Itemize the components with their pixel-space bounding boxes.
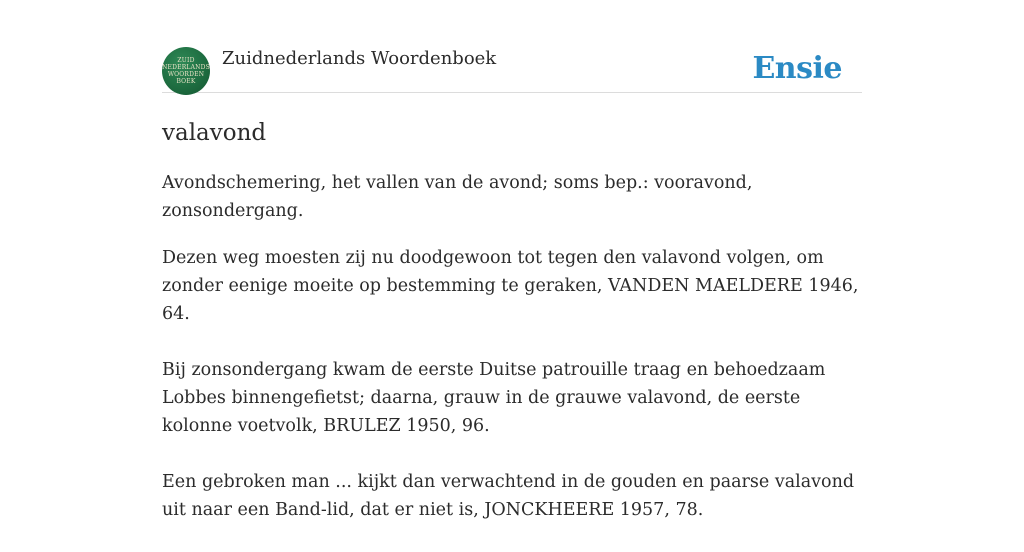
quotation: Een gebroken man ... kijkt dan verwachtend in de gouden en paarse valavond uit naar een Band-lid, dat er niet is, JONCKHEERE 1957, 78.: [162, 472, 855, 520]
quotation: Bij zonsondergang kwam de eerste Duitse patrouille traag en behoedzaam Lobbes binnengefietst; daarna, grauw in de grauwe valavond, de eerste kolonne voetvolk, BRULEZ 1950, 96.: [162, 360, 826, 436]
logo-line: NEDERLANDS: [162, 64, 210, 71]
headword: valavond: [162, 120, 267, 146]
quotation: Dezen weg moesten zij nu doodgewoon tot tegen den valavond volgen, om zonder eenige moeite op bestemming te geraken, VANDEN MAELDERE 1946, 64.: [162, 248, 859, 324]
card-header: [162, 44, 862, 93]
dictionary-name[interactable]: Zuidnederlands Woordenboek: [222, 48, 497, 69]
definition: Avondschemering, het vallen van de avond; soms bep.: vooravond, zonsondergang.: [162, 173, 753, 221]
dictionary-logo[interactable]: [162, 47, 210, 95]
logo-line: ZUID: [177, 57, 195, 64]
dictionary-card: [162, 44, 862, 552]
quotation-list: [162, 244, 862, 524]
logo-line: WOORDEN: [167, 71, 205, 78]
ensie-logo[interactable]: Ensie: [752, 51, 842, 86]
logo-line: BOEK: [176, 78, 196, 85]
